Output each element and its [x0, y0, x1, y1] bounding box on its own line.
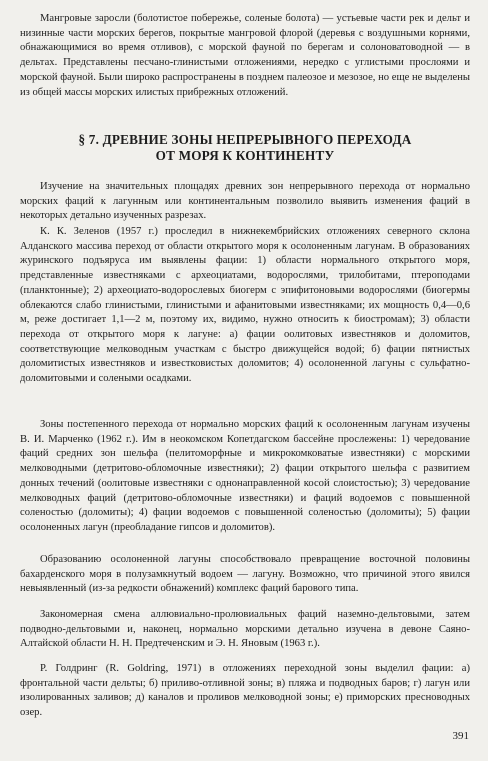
section-heading-line-2: ОТ МОРЯ К КОНТИНЕНТУ: [155, 148, 335, 163]
paragraph-zelenov: К. К. Зеленов (1957 г.) проследил в нижнекембрийских отложениях северного склона Алданского массива переход от области открытого моря к осолоненным лагунам. В образованиях журинского подъяруса им выявлены фации: 1) области нормального открытого моря, представленные известняками с археоциатами, водорослями, трилобитами, птероподами (планктонные); 2) археоциато-водорослевых биогерм с эпифитоновыми водорослями (биогермы облекаются слабо глинистыми, глинистыми и афанитовыми известняками; их мощность 0,4—0,6 м, реже достигает 1,1—2 м, поэтому их, видимо, нужно относить к биостромам); 3) области перехода от открытого моря к лагуне: а) фации оолитовых известняков и доломитов, соответствующие мелководным участкам с быстро движущейся водой; б) фации пятнистых доломитистых известняков и известковистых доломитов; 4) осолоненной лагуны с сульфатно-доломитовыми и солеными осадками.: [20, 226, 470, 385]
paragraph-intro: Изучение на значительных площадях древних зон непрерывного перехода от нормально морских фаций к лагунным или континентальным позволило выявить изменения фаций в некоторых детально изученных разрезах.: [20, 181, 470, 222]
paragraph-sayan-altai: Закономерная смена аллювиально-пролювиальных фаций наземно-дельтовыми, затем подводно-дельтовыми и, наконец, нормально морскими детально изучена в девоне Саяно-Алтайской области Н. Н. Предтеченским и Э. Н. Яновым (1963 г.).: [20, 609, 470, 650]
section-heading-line-1: § 7. ДРЕВНИЕ ЗОНЫ НЕПРЕРЫВНОГО ПЕРЕХОДА: [78, 132, 412, 147]
paragraph-goldring: Р. Голдринг (R. Goldring, 1971) в отложениях переходной зоны выделил фации: а) фронтальной части дельты; б) приливо-отливной зоны; в) пляжа и подводных баров; г) лагун или изолированных заливов; д) каналов и проливов мелководной зоны; е) приморских пресноводных озер.: [20, 663, 470, 719]
page-number: 391: [452, 730, 469, 742]
paragraph-lagoon: Образованию осолоненной лагуны способствовало превращение восточной половины бахарденского моря в полузамкнутый водоем — лагуну. Возможно, что причиной этого явился невыявленный (из-за редкости обнажений) комплекс фаций барового типа.: [20, 554, 470, 595]
paragraph-mangroves: Мангровые заросли (болотистое побережье, соленые болота) — устьевые части рек и дельт и низинные части морских берегов, покрытые мангровой флорой (деревья с воздушными корнями, обнажающимися во время отливов), с морской фауной по берегам и солоноватоводной — в дельтах. Представлены песчано-глинистыми отложениями, нередко с углистыми прослоями и морской фауной. Были широко распространены в позднем палеозое и мезозое, но еще не выделены из общей массы морских илистых прибрежных отложений.: [20, 13, 470, 98]
paragraph-marchenko: Зоны постепенного перехода от нормально морских фаций к осолоненным лагунам изучены В. И. Марченко (1962 г.). Им в неокомском Копетдагском бассейне прослежены: 1) чередование фаций средних зон шельфа (пелитоморфные и микрокомковатые известняки) с морскими мелководными (детритово-обломочные известняки); 2) фации открытого шельфа с развитием донных течений (оолитовые известняки с однонаправленной косой слоистостью); 3) чередование мелководных фаций (детритово-обломочные известняки) и фаций водоемов с повышенной соленостью (доломиты); 4) фации водоемов с повышенной соленостью (доломиты); 5) фации осолоненных лагун (преобладание гипсов и доломитов).: [20, 419, 470, 533]
